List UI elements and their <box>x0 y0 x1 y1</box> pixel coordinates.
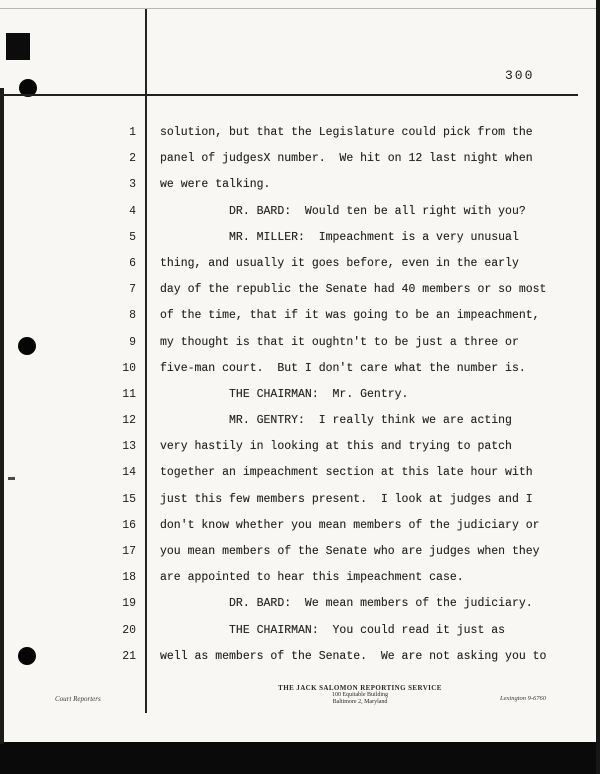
transcript-line-row <box>0 303 600 329</box>
transcript-line-text: MR. GENTRY: I really think we are acting <box>160 414 512 428</box>
line-number: 9 <box>129 335 136 349</box>
line-number: 21 <box>122 649 136 663</box>
transcript-line-text: you mean members of the Senate who are judges when they <box>160 545 540 558</box>
line-number: 5 <box>129 230 136 244</box>
transcript-line-text: my thought is that it oughtn't to be just a three or <box>160 335 519 349</box>
reporting-service-address2: Baltimore 2, Maryland <box>332 699 388 705</box>
line-number: 10 <box>122 361 136 375</box>
line-number: 3 <box>129 178 136 192</box>
scan-artifact-bottom-band <box>0 742 600 774</box>
transcript-line-row <box>0 146 600 172</box>
transcript-lines <box>0 120 600 670</box>
line-number: 19 <box>122 597 136 611</box>
transcript-line-text: DR. BARD: Would ten be all right with you? <box>160 204 526 218</box>
transcript-line-row <box>0 120 600 146</box>
transcript-line-row <box>0 172 600 198</box>
transcript-line-row <box>0 460 600 486</box>
transcript-line-text: of the time, that if it was going to be an impeachment, <box>160 309 540 323</box>
line-number: 1 <box>129 126 136 139</box>
transcript-line-text: together an impeachment section at this late hour with <box>160 466 533 480</box>
transcript-line-text: DR. BARD: We mean members of the judiciary. <box>160 597 533 611</box>
transcript-line-text: five-man court. But I don't care what the number is. <box>160 361 526 375</box>
transcript-line-row <box>0 513 600 539</box>
transcript-line-text: just this few members present. I look at judges and I <box>160 492 533 506</box>
transcript-line-row <box>0 251 600 277</box>
line-number: 8 <box>129 309 136 323</box>
footer-court-reporters: Court Reporters <box>55 695 101 703</box>
scan-top-edge-line <box>0 8 600 9</box>
transcript-line-row <box>0 356 600 382</box>
line-number: 7 <box>129 283 136 297</box>
transcript-line-row <box>0 487 600 513</box>
transcript-line-text: day of the republic the Senate had 40 members or so most <box>160 283 547 297</box>
line-number: 2 <box>129 152 136 166</box>
line-number: 14 <box>122 466 136 480</box>
transcript-line-row <box>0 591 600 617</box>
transcript-line-text: solution, but that the Legislature could pick from the <box>160 126 533 139</box>
transcript-line-text: well as members of the Senate. We are not asking you to <box>160 649 547 663</box>
line-number: 4 <box>129 204 136 218</box>
transcript-line-row <box>0 382 600 408</box>
reporting-service-address1: 100 Equitable Building <box>332 692 388 698</box>
transcript-line-row <box>0 199 600 225</box>
line-number: 12 <box>122 414 136 428</box>
line-number: 20 <box>122 623 136 637</box>
transcript-line-row <box>0 434 600 460</box>
line-number: 15 <box>122 492 136 506</box>
transcript-line-row <box>0 539 600 565</box>
transcript-line-text: are appointed to hear this impeachment case. <box>160 571 464 585</box>
transcript-line-text: THE CHAIRMAN: You could read it just as <box>160 623 506 637</box>
line-number: 11 <box>122 387 136 401</box>
line-number: 6 <box>129 256 136 270</box>
transcript-line-text: MR. MILLER: Impeachment is a very unusual <box>160 230 519 244</box>
transcript-line-row <box>0 618 600 644</box>
footer-phone: Lexington 9-6760 <box>500 695 547 702</box>
header-rule <box>0 94 578 96</box>
transcript-line-row <box>0 408 600 434</box>
transcript-line-row <box>0 565 600 591</box>
reporting-service-name: THE JACK SALOMON REPORTING SERVICE <box>278 684 442 692</box>
transcript-line-row <box>0 225 600 251</box>
transcript-line-row <box>0 277 600 303</box>
transcript-line-text: thing, and usually it goes before, even in the early <box>160 256 519 270</box>
transcript-line-text: don't know whether you mean members of the judiciary or <box>160 518 540 532</box>
line-number: 18 <box>122 571 136 585</box>
transcript-line-row <box>0 330 600 356</box>
transcript-line-text: we were talking. <box>160 178 271 192</box>
line-number: 16 <box>122 518 136 532</box>
transcript-line-text: THE CHAIRMAN: Mr. Gentry. <box>160 387 409 401</box>
line-number: 13 <box>122 440 136 454</box>
transcript-line-text: panel of judgesX number. We hit on 12 last night when <box>160 152 533 166</box>
line-number: 17 <box>122 545 136 558</box>
scan-artifact-top-left <box>6 33 30 60</box>
transcript-line-row <box>0 644 600 670</box>
reporting-service-block <box>230 684 490 706</box>
page-number: 300 <box>505 68 535 83</box>
transcript-line-text: very hastily in looking at this and trying to patch <box>160 440 512 454</box>
